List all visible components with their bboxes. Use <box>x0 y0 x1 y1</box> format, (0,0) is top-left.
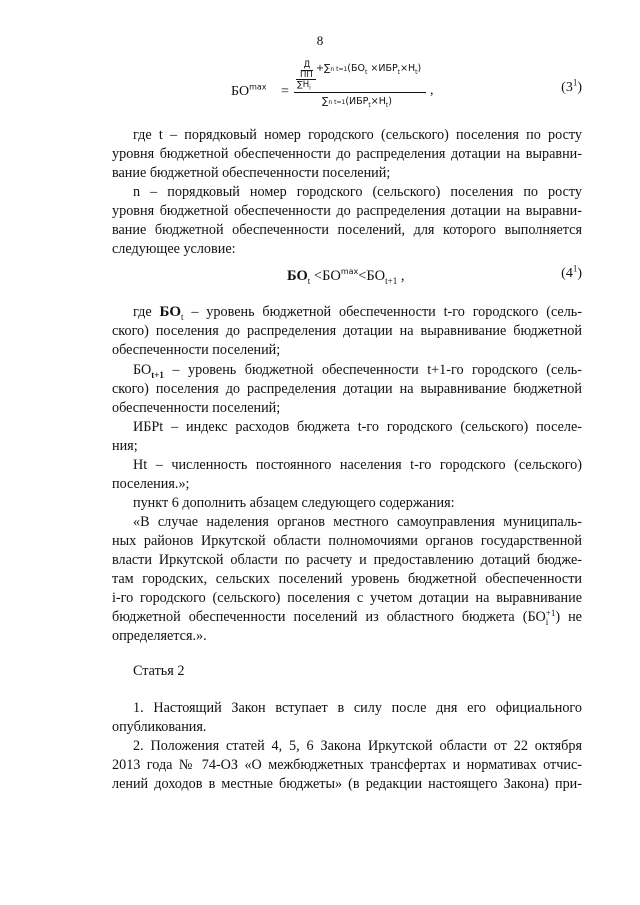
art2-p1-line2: опубликования. <box>112 719 207 735</box>
quote-line5: i-го городского (сельского) поселения с учетом дотации на выравнивание <box>112 590 582 606</box>
page-number: 8 <box>316 33 324 48</box>
text-line-a1: где t – порядковый номер городского (сельского) поселения по росту <box>133 127 582 143</box>
sum-h: $\sum Н_i$ <box>297 80 311 92</box>
art2-p2-line3: лений доходов в местные бюджеты» (в редакции настоящего Закона) при- <box>112 776 582 792</box>
formula-comma: , <box>430 83 434 98</box>
d-numerator: Д <box>303 60 311 70</box>
main-fraction-line <box>294 92 426 93</box>
formula-eq: = <box>281 84 289 99</box>
def-bo-t-line1: где $БО_t$ – уровень бюджетной обеспеченности t-го городского (сель- <box>133 304 582 322</box>
text-line-a6: вание бюджетной обеспеченности поселений, для которого выполняется <box>112 222 582 238</box>
quote-line6: бюджетной обеспеченности поселений из областного бюджета (БО +1 i ) не <box>112 607 582 627</box>
quote-line1: «В случае наделения органов местного самоуправления муниципаль- <box>133 514 582 530</box>
def-h-line2: поселения.»; <box>112 476 190 492</box>
text-line-a7: следующее условие: <box>112 241 236 257</box>
def-bo-t-line3: обеспеченности поселений; <box>112 342 281 358</box>
text-line-a2: уровня бюджетной обеспеченности до распределения дотации на выравни- <box>112 146 582 162</box>
quote-line7: определяется.». <box>112 628 207 644</box>
def-ibr-line1: ИБРt – индекс расходов бюджета t-го городского (сельского) поселе- <box>133 419 582 435</box>
quote-line2: ных районов Иркутской области полномочиями органов государственной <box>112 533 582 549</box>
formula-lhs: $БО^{max}$ <box>231 82 267 99</box>
numerator-sum: +∑n $t=1(БО_t \times ИБР_t\times Н_t)$ <box>316 63 422 76</box>
def-bo-t1-line3: обеспеченности поселений; <box>112 400 281 416</box>
art2-p1-line1: 1. Настоящий Закон вступает в силу после дня его официального <box>133 700 582 716</box>
def-bo-t1-line2: ского) поселения до распределения дотации на выравнивание бюджетной <box>112 381 582 397</box>
text-line-a3: вание бюджетной обеспеченности поселений; <box>112 165 391 181</box>
denominator-sum: ∑n $t=1(ИБР_t\times Н_t)$ <box>322 96 392 109</box>
d-denominator: ПП <box>300 70 313 80</box>
quote-line3: власти Иркутской области по расчету и предоставлению дотаций бюдже- <box>112 552 582 568</box>
text-line-a5: уровня бюджетной обеспеченности до распределения дотации на выравни- <box>112 203 582 219</box>
def-bo-t-line2: ского) поселения до распределения дотации на выравнивание бюджетной <box>112 323 582 339</box>
article-2-heading: Статья 2 <box>133 663 185 679</box>
def-h-line1: Нt – численность постоянного населения t-го городского (сельского) <box>133 457 582 473</box>
equation-number-4-1: $(4^1)$ <box>561 263 582 281</box>
art2-p2-line2: 2013 года № 74-ОЗ «О межбюджетных трансфертах и нормативах отчис- <box>112 757 582 773</box>
text-line-a4: n – порядковый номер городского (сельского) поселения по росту <box>133 184 582 200</box>
def-bo-t1-line1: $БО_{t+1}$ – уровень бюджетной обеспеченности t+1-го городского (сель- <box>133 362 582 380</box>
formula-4-1: $БО_t <БО^{max}<БО_{t+1}$ , <box>287 267 405 286</box>
art2-p2-line1: 2. Положения статей 4, 5, 6 Закона Иркутской области от 22 октября <box>133 738 582 754</box>
quote-line4: там городских, сельских поселений уровень бюджетной обеспеченности <box>112 571 582 587</box>
equation-number-3-1: $(3^1)$ <box>561 77 582 95</box>
def-ibr-line2: ния; <box>112 438 138 454</box>
point-6-text: пункт 6 дополнить абзацем следующего содержания: <box>133 495 455 511</box>
